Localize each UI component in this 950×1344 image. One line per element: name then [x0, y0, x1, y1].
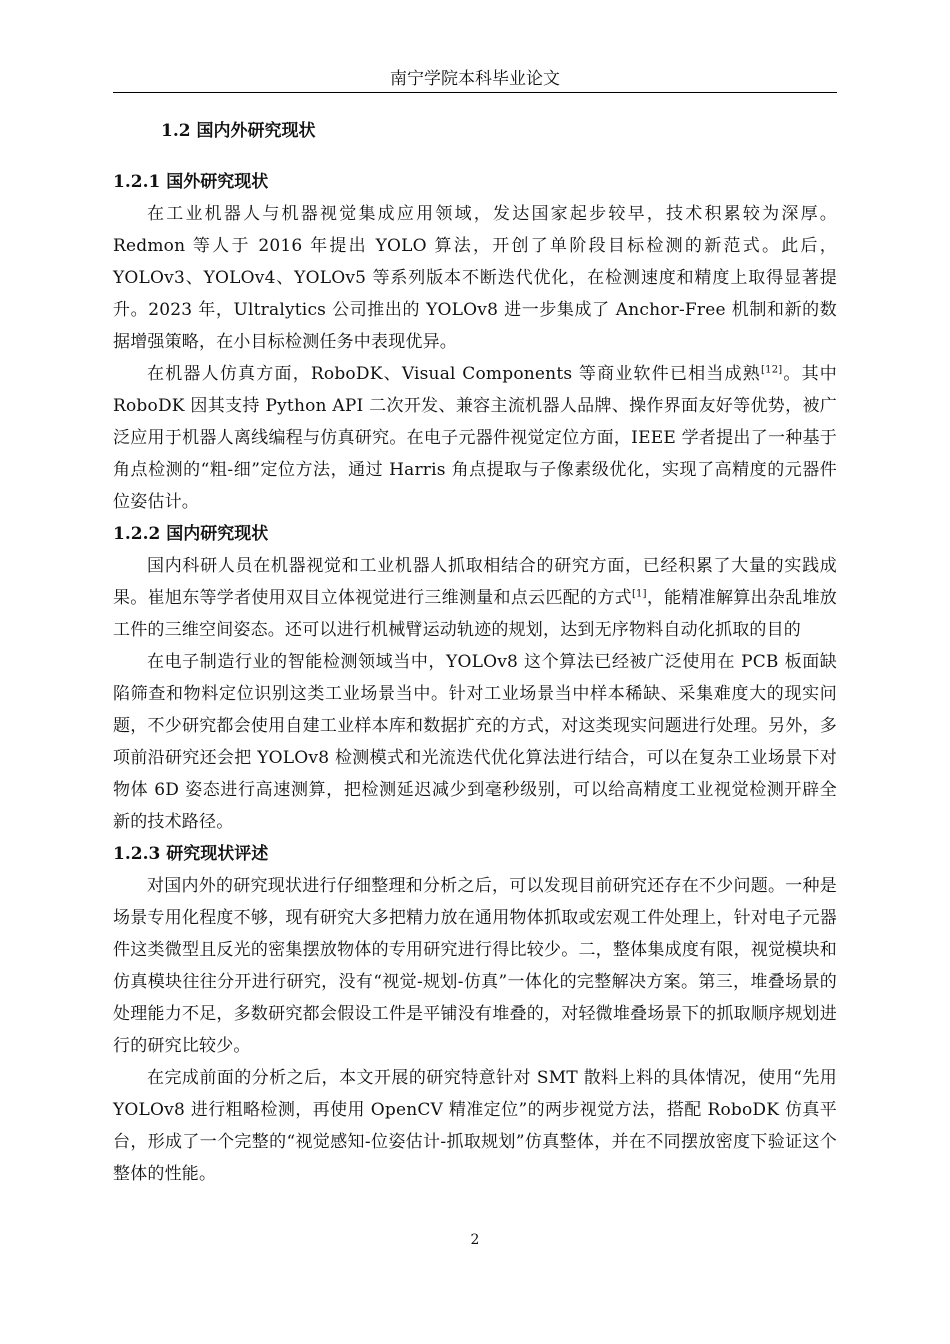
section-heading: 1.2 国内外研究现状 [161, 121, 316, 141]
paragraph-text: ，能精准解算出杂乱堆放工件的三维空间姿态。还可以进行机械臂运动轨迹的规划，达到无序物料自动化抓取的目的 [113, 588, 838, 640]
paragraph: 在电子制造行业的智能检测领域当中，YOLOv8 这个算法已经被广泛使用在 PCB 板面缺陷筛查和物料定位识别这类工业场景当中。针对工业场景当中样本稀缺、采集难度大的现实问题，不少研究都会使用自建工业样本库和数据扩充的方式，对这类现实问题进行处理。另外，多项前沿研究还会把 YOLOv8 检测模式和光流迭代优化算法进行结合，可以在复杂工业场景下对物体 6D 姿态进行高速测算，把检测延迟减少到毫秒级别，可以给高精度工业视觉检测开辟全新的技术路径。 [113, 652, 837, 832]
citation-mark: [1] [631, 588, 647, 600]
subsection-heading-review: 1.2.3 研究现状评述 [113, 844, 269, 864]
subsection-heading-foreign: 1.2.1 国外研究现状 [113, 172, 269, 192]
paragraph: 在完成前面的分析之后，本文开展的研究特意针对 SMT 散料上料的具体情况，使用“先用 YOLOv8 进行粗略检测，再使用 OpenCV 精准定位”的两步视觉方法，搭配 RoboDK 仿真平台，形成了一个完整的“视觉感知-位姿估计-抓取规划”仿真整体，并在不同摆放密度下验证这个整体的性能。 [113, 1068, 837, 1184]
paragraph [113, 550, 837, 646]
header-rule [113, 92, 837, 93]
paragraph-text: 。其中 RoboDK 因其支持 Python API 二次开发、兼容主流机器人品牌、操作界面友好等优势，被广泛应用于机器人离线编程与仿真研究。在电子元器件视觉定位方面，IEEE 学者提出了一种基于角点检测的“粗-细”定位方法，通过 Harris 角点提取与子像素级优化，实现了高精度的元器件位姿估计。 [113, 364, 837, 512]
paragraph-text: 在机器人仿真方面，RoboDK、Visual Components 等商业软件已相当成熟 [147, 364, 762, 384]
paragraph: 对国内外的研究现状进行仔细整理和分析之后，可以发现目前研究还存在不少问题。一种是场景专用化程度不够，现有研究大多把精力放在通用物体抓取或宏观工件处理上，针对电子元器件这类微型且反光的密集摆放物体的专用研究进行得比较少。二，整体集成度有限，视觉模块和仿真模块往往分开进行研究，没有“视觉-规划-仿真”一体化的完整解决方案。第三，堆叠场景的处理能力不足，多数研究都会假设工件是平铺没有堆叠的，对轻微堆叠场景下的抓取顺序规划进行的研究比较少。 [113, 876, 837, 1056]
running-header: 南宁学院本科毕业论文 [390, 69, 560, 89]
paragraph [113, 358, 837, 518]
subsection-heading-domestic: 1.2.2 国内研究现状 [113, 524, 269, 544]
page-body [113, 114, 837, 1190]
page-number: 2 [470, 1232, 480, 1248]
paragraph-text: 国内科研人员在机器视觉和工业机器人抓取相结合的研究方面，已经积累了大量的实践成果。崔旭东等学者使用双目立体视觉进行三维测量和点云匹配的方式 [113, 556, 837, 608]
paragraph: 在工业机器人与机器视觉集成应用领域，发达国家起步较早，技术积累较为深厚。Redmon 等人于 2016 年提出 YOLO 算法，开创了单阶段目标检测的新范式。此后，YOLOv3、YOLOv4、YOLOv5 等系列版本不断迭代优化，在检测速度和精度上取得显著提升。2023 年，Ultralytics 公司推出的 YOLOv8 进一步集成了 Anchor-Free 机制和新的数据增强策略，在小目标检测任务中表现优异。 [113, 204, 837, 352]
citation-mark: [12] [761, 364, 783, 376]
